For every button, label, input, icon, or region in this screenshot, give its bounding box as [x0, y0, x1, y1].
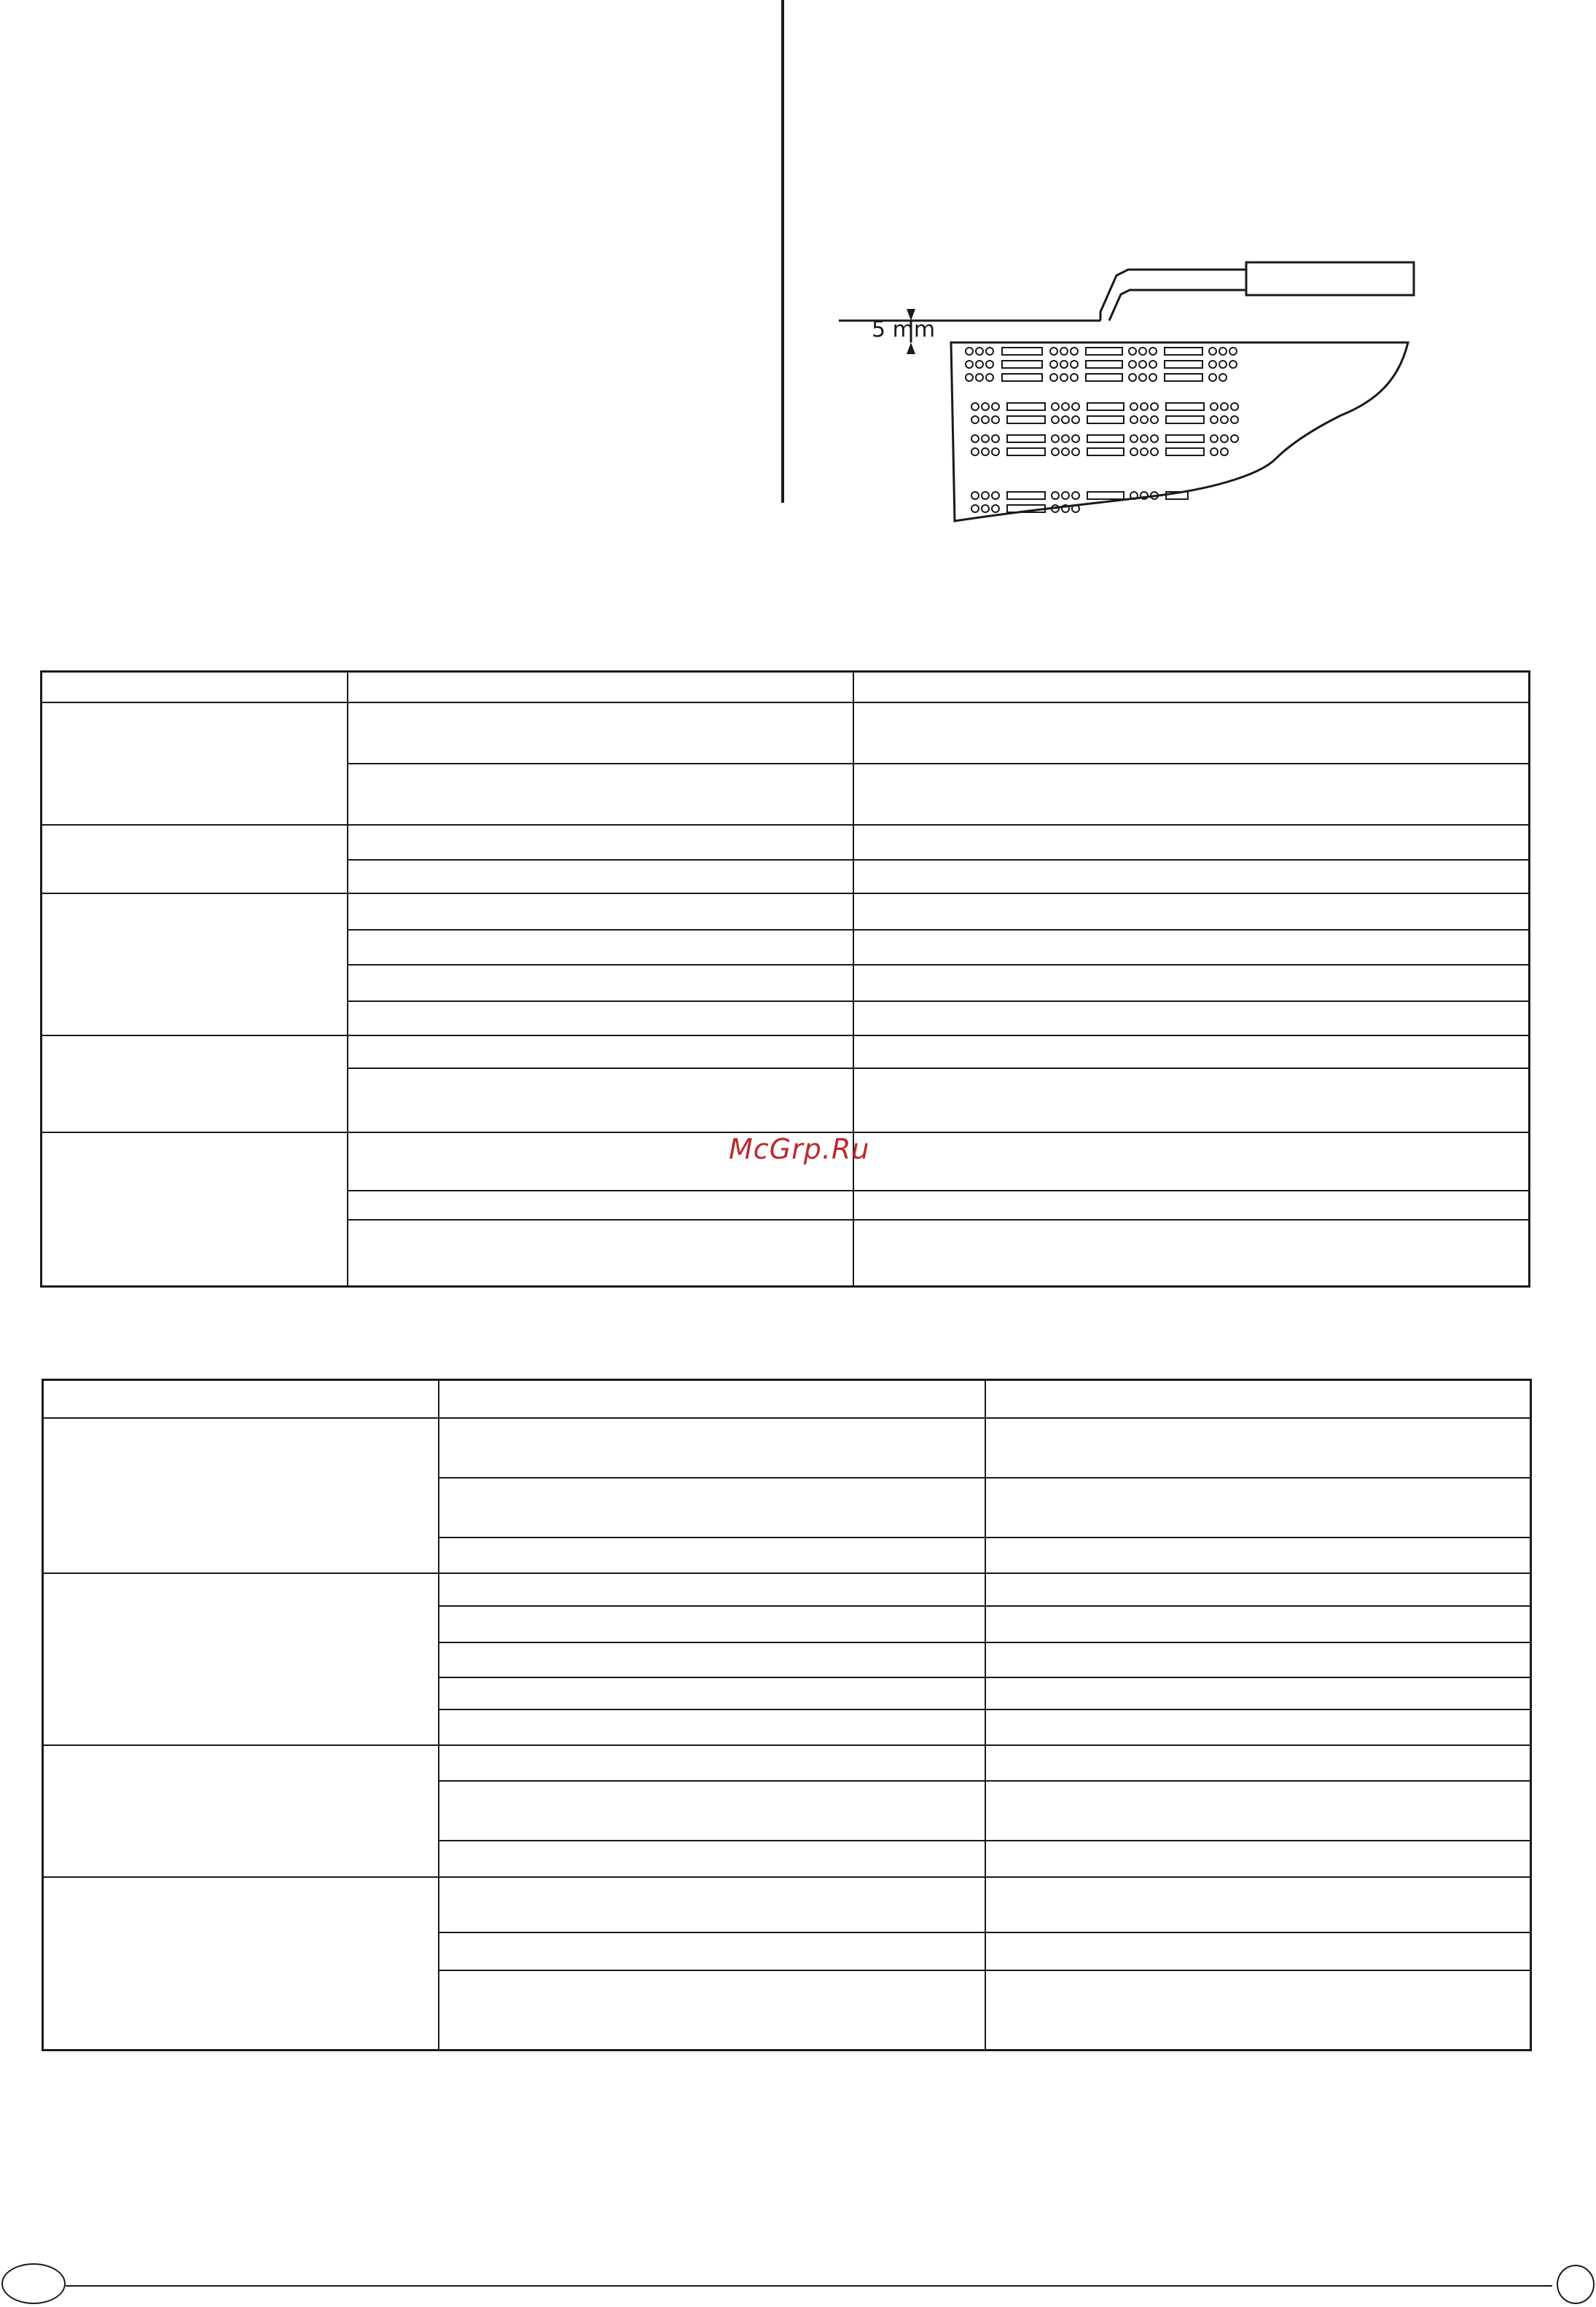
table-2-group-rule-2: [44, 1744, 1530, 1746]
table-1-group-rule-1: [42, 824, 1528, 826]
table-1-col-sep-1: [347, 673, 348, 1285]
table-1-row-rule: [347, 1000, 1528, 1002]
table-2-row-rule: [438, 1840, 1530, 1841]
table-1: [40, 670, 1530, 1288]
perf-row-2: [966, 361, 1237, 368]
dim-arrow-bottom: [907, 342, 915, 354]
table-2-col-sep-2: [985, 1381, 986, 2049]
page-number-oval-right: [1557, 2265, 1595, 2304]
perf-row-4: [971, 403, 1238, 410]
perf-row-7: [971, 448, 1228, 455]
table-1-group-rule-3: [42, 1035, 1528, 1036]
diagram-svg: [838, 248, 1421, 539]
table-2-row-rule: [438, 1677, 1530, 1678]
table-2-row-rule: [438, 1537, 1530, 1538]
perf-row-5: [971, 416, 1238, 423]
page-number-oval-left: [1, 2263, 66, 2304]
table-1-row-rule: [347, 1068, 1528, 1069]
table-2-group-rule-1: [44, 1572, 1530, 1574]
table-2-row-rule: [438, 1780, 1530, 1782]
table-1-header-rule: [42, 702, 1528, 703]
table-1-col-sep-2: [853, 673, 854, 1285]
table-2: [42, 1379, 1532, 2051]
perf-row-1: [966, 348, 1237, 355]
table-1-row-rule: [347, 964, 1528, 966]
dimension-label: 5 mm: [872, 317, 936, 342]
table-2-row-rule: [438, 1709, 1530, 1710]
panel-outline: [951, 342, 1408, 521]
perf-row-6: [971, 435, 1238, 442]
perf-row-3: [966, 374, 1227, 381]
table-2-row-rule: [438, 1932, 1530, 1933]
cable-inner-edge: [1109, 290, 1246, 321]
table-1-group-rule-2: [42, 893, 1528, 894]
table-2-row-rule: [438, 1477, 1530, 1478]
cable-sheath: [1246, 262, 1414, 295]
table-1-row-rule: [347, 929, 1528, 931]
cable-clearance-diagram: [838, 248, 1421, 539]
table-1-row-rule: [347, 1190, 1528, 1191]
table-1-row-rule: [347, 859, 1528, 861]
table-2-group-rule-3: [44, 1876, 1530, 1878]
perforation-pattern: [966, 348, 1238, 512]
watermark: McGrp.Ru: [729, 1133, 870, 1165]
table-2-row-rule: [438, 1605, 1530, 1607]
table-2-row-rule: [438, 1970, 1530, 1971]
table-1-row-rule: [347, 763, 1528, 764]
cable-bend: [1100, 270, 1246, 321]
footer-rule: [66, 2285, 1552, 2287]
column-divider: [781, 0, 784, 503]
table-2-header-rule: [44, 1417, 1530, 1419]
table-2-row-rule: [438, 1642, 1530, 1643]
table-2-col-sep-1: [438, 1381, 439, 2049]
table-1-row-rule: [347, 1219, 1528, 1221]
